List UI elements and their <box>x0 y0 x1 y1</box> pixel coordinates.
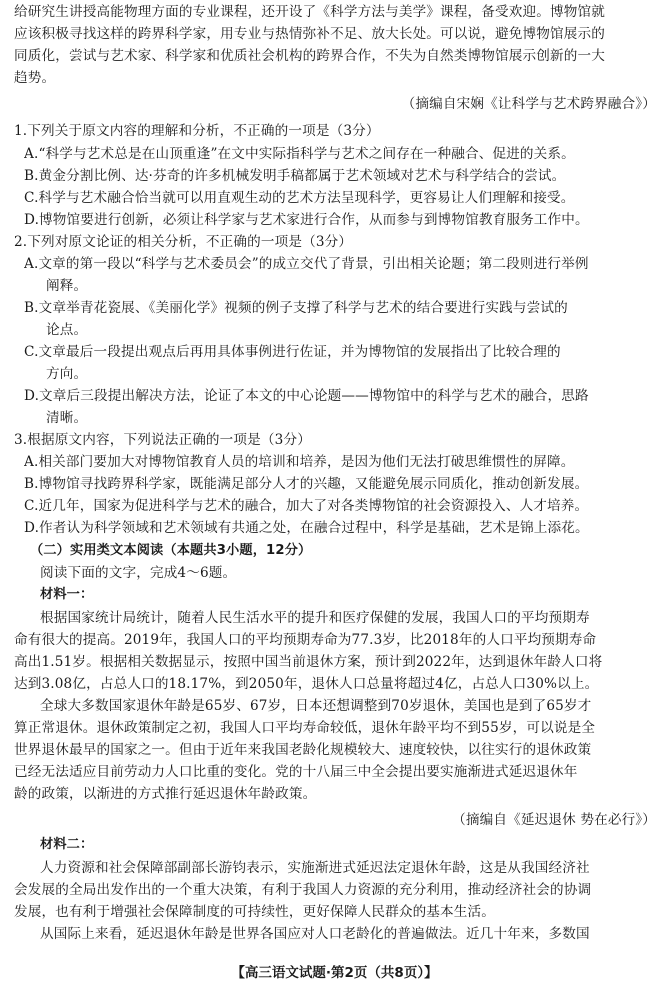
source-citation: （摘编自《延迟退休 势在必行》） <box>452 812 656 828</box>
question-1-option-a: A.“科学与艺术总是在山顶重逢”在文中实际指科学与艺术之间存在一种融合、促进的关系。 <box>24 146 575 162</box>
intro-line: 趋势。 <box>14 70 56 86</box>
question-2-option-a-cont: 阐释。 <box>46 278 88 294</box>
source-citation: （摘编自宋娴《让科学与艺术跨界融合》） <box>401 96 656 112</box>
material-2-line: 会发展的全局出发作出的一个重大决策，有利于我国人力资源的充分利用，推动经济社会的协调 <box>14 882 592 898</box>
question-3-option-a: A.相关部门要加大对博物馆教育人员的培训和培养，是因为他们无法打破思维惯性的屏障。 <box>24 454 575 470</box>
question-2-option-d-cont: 清晰。 <box>46 410 88 426</box>
material-1-line: 命有很大的提高。2019年，我国人口的平均预期寿命为77.3岁，比2018年的人口平均预期寿命 <box>14 632 597 648</box>
question-2-option-b-cont: 论点。 <box>46 322 88 338</box>
question-3-option-b: B.博物馆寻找跨界科学家，既能满足部分人才的兴趣，又能避免展示同质化，推动创新发展。 <box>24 476 589 492</box>
question-2-option-b: B.文章举青花瓷展、《美丽化学》视频的例子支撑了科学与艺术的结合要进行实践与尝试的 <box>24 300 568 316</box>
material-1-line: 已经无法适应目前劳动力人口比重的变化。党的十八届三中全会提出要实施渐进式延迟退休年 <box>14 764 578 780</box>
material-2-line: 人力资源和社会保障部副部长游钧表示，实施渐进式延迟法定退休年龄，这是从我国经济社 <box>40 860 590 876</box>
question-1-stem: 1.下列关于原文内容的理解和分析，不正确的一项是（3分） <box>14 123 380 139</box>
question-2-option-c: C.文章最后一段提出观点后再用具体事例进行佐证，并为博物馆的发展指出了比较合理的 <box>24 344 561 360</box>
page-footer: 【高三语文试题·第2页（共8页）】 <box>231 965 438 981</box>
reading-instruction: 阅读下面的文字，完成4～6题。 <box>40 565 237 581</box>
material-1-line: 算正常退休。退休政策制定之初，我国人口平均寿命较低，退休年龄平均不到55岁，可以说是全 <box>14 720 596 736</box>
question-2-option-d: D.文章后三段提出解决方法，论证了本文的中心论题——博物馆中的科学与艺术的融合，思路 <box>24 388 589 404</box>
material-2-line: 从国际上来看，延迟退休年龄是世界各国应对人口老龄化的普遍做法。近几十年来，多数国 <box>40 926 590 942</box>
question-2-stem: 2.下列对原文论证的相关分析，不正确的一项是（3分） <box>14 234 353 250</box>
intro-line: 给研究生讲授高能物理方面的专业课程，还开设了《科学方法与美学》课程，备受欢迎。博物馆就 <box>14 4 605 20</box>
section-heading: （二）实用类文本阅读（本题共3小题，12分） <box>30 543 312 558</box>
question-1-option-d: D.博物馆要进行创新，必须让科学家与艺术家进行合作，从而参与到博物馆教育服务工作中。 <box>24 212 589 228</box>
question-3-option-d: D.作者认为科学领域和艺术领域有共通之处，在融合过程中，科学是基础，艺术是锦上添花。 <box>24 520 589 536</box>
material-2-line: 发展，也有利于增强社会保障制度的可持续性，更好保障人民群众的基本生活。 <box>14 904 496 920</box>
question-3-option-c: C.近几年，国家为促进科学与艺术的融合，加大了对各类博物馆的社会资源投入、人才培养。 <box>24 498 589 514</box>
material-1-title: 材料一： <box>40 587 94 602</box>
intro-line: 应该积极寻找这样的跨界科学家，用专业与热情弥补不足、放大长处。可以说，避免博物馆展示的 <box>14 26 605 42</box>
material-1-line: 全球大多数国家退休年龄是65岁、67岁，日本还想调整到70岁退休，美国也是到了65岁才 <box>40 698 592 714</box>
material-2-title: 材料二： <box>40 837 94 852</box>
material-1-line: 世界退休最早的国家之一。但由于近年来我国老龄化规模较大、速度较快，以往实行的退休政策 <box>14 742 592 758</box>
question-1-option-c: C.科学与艺术融合恰当就可以用直观生动的艺术方法呈现科学，更容易让人们理解和接受。 <box>24 190 575 206</box>
material-1-line: 高出1.51岁。根据相关数据显示，按照中国当前退休方案，预计到2022年，达到退休年龄人口将 <box>14 654 603 670</box>
question-2-option-a: A.文章的第一段以“科学与艺术委员会”的成立交代了背景，引出相关论题；第二段则进行举例 <box>24 256 589 272</box>
question-1-option-b: B.黄金分割比例、达·芬奇的许多机械发明手稿都属于艺术领域对艺术与科学结合的尝试。 <box>24 168 566 184</box>
question-2-option-c-cont: 方向。 <box>46 366 88 382</box>
question-3-stem: 3.根据原文内容，下列说法正确的一项是（3分） <box>14 432 311 448</box>
intro-line: 同质化，尝试与艺术家、科学家和优质社会机构的跨界合作，不失为自然类博物馆展示创新的一大 <box>14 48 605 64</box>
material-1-line: 龄的政策，以渐进的方式推行延迟退休年龄政策。 <box>14 786 317 802</box>
material-1-line: 达到3.08亿，占总人口的18.17%，到2050年，退休人口总量将超过4亿，占总人口30%以上。 <box>14 676 599 692</box>
material-1-line: 根据国家统计局统计，随着人民生活水平的提升和医疗保健的发展，我国人口的平均预期寿 <box>40 610 590 626</box>
